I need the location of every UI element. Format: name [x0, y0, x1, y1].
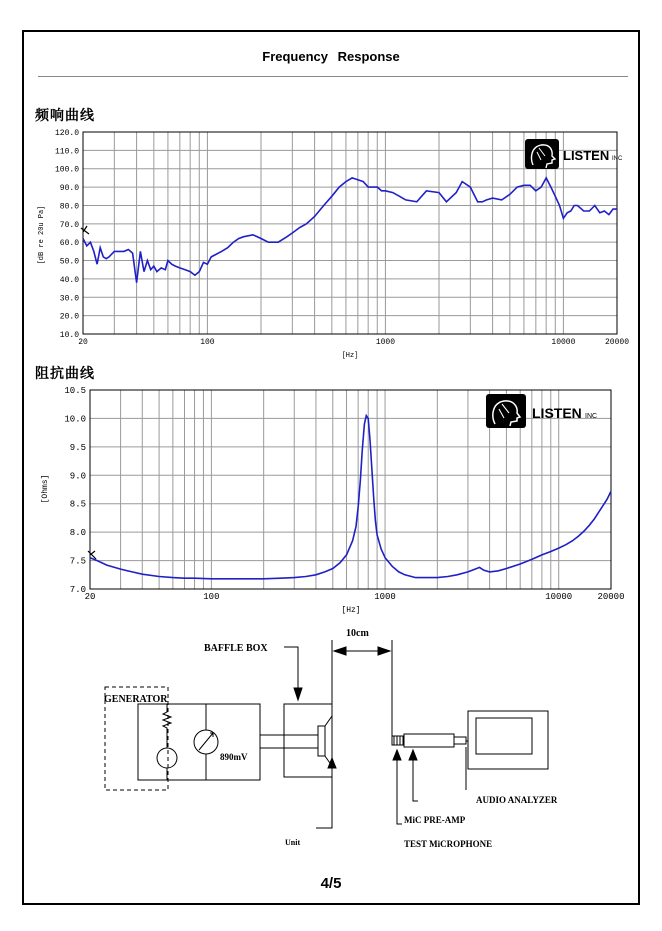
- imp-y-axis-label: [Ohms]: [41, 474, 50, 504]
- fr-y-tick-label: 80.0: [59, 202, 79, 212]
- imp-y-tick-label: 8.5: [69, 499, 86, 510]
- imp-logo-suffix: INC: [585, 413, 598, 420]
- generator-circuit-box: [138, 704, 260, 780]
- fr-chart-heading: 频响曲线: [35, 108, 95, 124]
- imp-y-tick-labels: [64, 386, 86, 595]
- fr-x-tick-label: 20: [78, 338, 88, 347]
- fr-y-tick-label: 60.0: [59, 239, 79, 249]
- imp-y-tick-label: 8.0: [69, 528, 86, 539]
- imp-series-line: [90, 416, 611, 579]
- mic-preamp-label: MiC PRE-AMP: [404, 815, 466, 825]
- imp-x-tick-label: 20: [84, 592, 96, 602]
- fr-x-tick-label: 100: [200, 338, 215, 347]
- imp-y-tick-label: 7.0: [69, 585, 86, 595]
- preamp-arrow-icon: [409, 750, 417, 760]
- speaker-unit-cone: [325, 716, 332, 766]
- fr-y-tick-label: 10.0: [59, 331, 79, 340]
- fr-y-tick-label: 110.0: [54, 147, 79, 157]
- fr-cursor-marker: [81, 226, 89, 234]
- imp-x-tick-label: 10000: [545, 592, 573, 602]
- page-number: 4/5: [320, 875, 342, 892]
- resistor-icon: [163, 704, 171, 748]
- fr-series-line: [83, 178, 617, 283]
- baffle-arrow-icon: [294, 688, 302, 700]
- mic-connector: [454, 737, 466, 744]
- fr-listen-logo: [525, 139, 623, 169]
- audio-analyzer-label: AUDIO ANALYZER: [476, 795, 558, 805]
- signal-source-icon: [157, 748, 177, 768]
- unit-label: Unit: [285, 838, 301, 847]
- imp-x-tick-labels: [85, 592, 625, 602]
- fr-y-tick-label: 70.0: [59, 220, 79, 230]
- imp-y-tick-label: 9.5: [69, 442, 86, 453]
- imp-y-tick-label: 10.5: [64, 386, 86, 396]
- page-title: Frequency Response: [262, 49, 400, 64]
- generator-label: GENERATOR: [104, 694, 168, 705]
- distance-extension-lines: [332, 640, 392, 736]
- speaker-unit-magnet: [318, 726, 325, 756]
- fr-y-tick-label: 40.0: [59, 275, 79, 285]
- fr-x-tick-label: 10000: [551, 338, 576, 347]
- imp-x-tick-label: 1000: [374, 592, 396, 602]
- fr-logo-text: LISTEN: [563, 148, 610, 163]
- distance-arrow-left-icon: [334, 647, 346, 655]
- listen-logo-icon: [486, 394, 526, 428]
- fr-y-tick-label: 120.0: [54, 129, 79, 138]
- imp-y-tick-label: 7.5: [69, 556, 86, 567]
- baffle-box-label: BAFFLE BOX: [204, 643, 268, 654]
- fr-y-tick-label: 30.0: [59, 294, 79, 304]
- listen-logo-icon: [525, 139, 559, 169]
- fr-y-tick-label: 50.0: [59, 257, 79, 267]
- fr-y-tick-label: 100.0: [54, 165, 79, 175]
- imp-x-tick-label: 20000: [597, 592, 625, 602]
- imp-y-tick-label: 10.0: [64, 414, 86, 425]
- fr-x-tick-label: 1000: [375, 338, 396, 347]
- mic-preamp-body: [404, 734, 454, 747]
- fr-y-tick-labels: [55, 129, 79, 340]
- mic-leader: [397, 760, 402, 824]
- fr-x-axis-label: [Hz]: [341, 352, 359, 360]
- distance-label: 10cm: [346, 628, 369, 639]
- imp-logo-text: LISTEN: [532, 405, 582, 421]
- imp-x-tick-label: 100: [203, 592, 220, 602]
- voltage-label: 890mV: [220, 752, 248, 762]
- test-microphone-label: TEST MiCROPHONE: [404, 839, 493, 849]
- unit-arrow-icon: [328, 758, 336, 768]
- fr-logo-suffix: INC: [612, 156, 623, 162]
- mic-arrow-icon: [393, 750, 401, 760]
- frequency-response-chart: [38, 129, 629, 360]
- imp-chart-heading: 阻抗曲线: [35, 366, 95, 382]
- speaker-wires: [260, 735, 318, 748]
- fr-y-tick-label: 20.0: [59, 312, 79, 322]
- preamp-leader: [413, 760, 418, 801]
- imp-x-axis-label: [Hz]: [341, 606, 361, 615]
- impedance-chart: [41, 386, 625, 615]
- fr-x-tick-labels: [78, 338, 629, 347]
- fr-y-axis-label: [dB re 20u Pa]: [38, 205, 46, 265]
- audio-analyzer-screen: [476, 718, 532, 754]
- distance-arrow-right-icon: [378, 647, 390, 655]
- fr-x-tick-label: 20000: [604, 338, 630, 347]
- unit-leader: [316, 770, 332, 828]
- measurement-setup-diagram: [104, 628, 558, 849]
- imp-y-tick-label: 9.0: [69, 471, 86, 482]
- audio-analyzer-box: [468, 711, 548, 769]
- fr-y-tick-label: 90.0: [59, 184, 79, 194]
